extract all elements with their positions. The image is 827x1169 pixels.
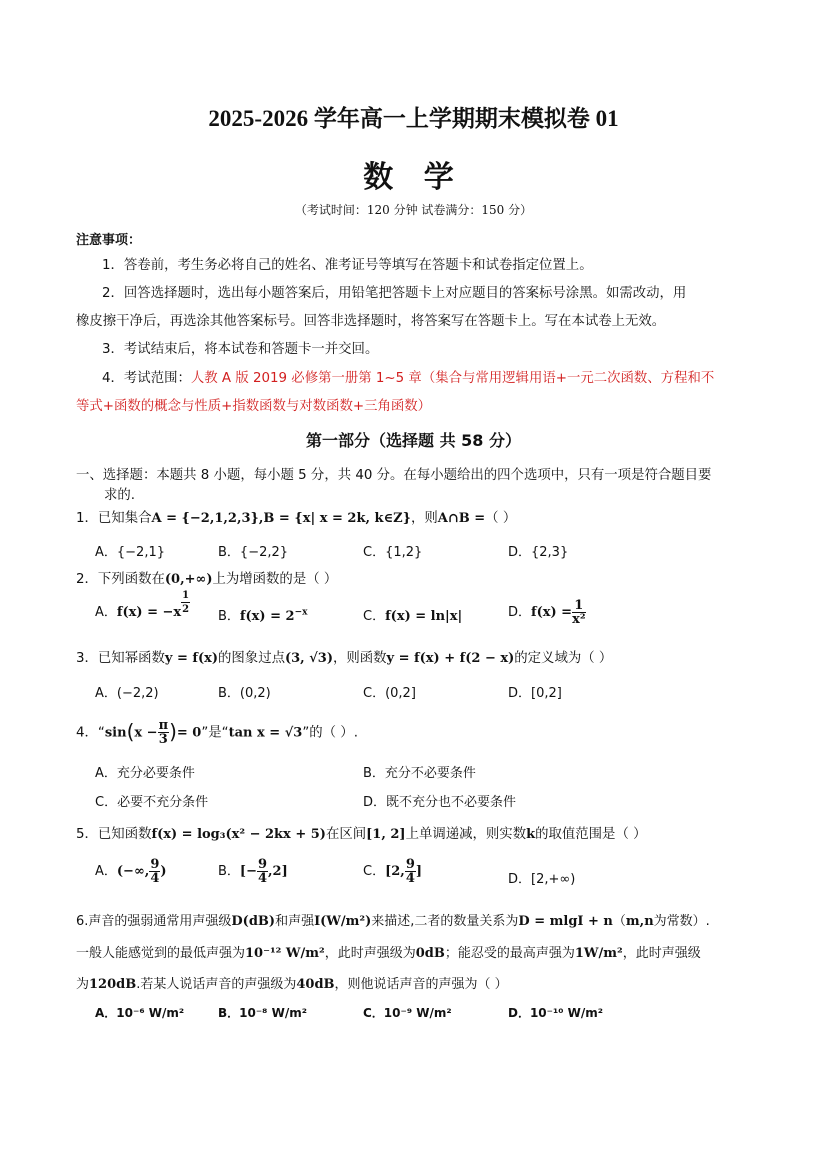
note-4-prefix: 4．考试范围：: [102, 371, 191, 386]
exam-info: （考试时间：120 分钟 试卷满分：150 分）: [294, 203, 533, 217]
q5-a-left: (−∞,: [116, 864, 150, 879]
q6-l2-b: ，此时声强级为: [324, 946, 416, 961]
q3-option-d: D．[0,2]: [508, 686, 562, 701]
q1-paren: （ ）: [485, 511, 517, 526]
q5-c-num: 9: [405, 857, 415, 872]
q5-b-right: ,2]: [268, 864, 288, 879]
q6-l1-formula: D = mlgI + n: [518, 914, 613, 929]
q6-l1-c: 来描述,二者的数量关系为: [371, 914, 519, 929]
q4-pi: π: [158, 718, 169, 733]
q1-comma: ,: [258, 511, 264, 526]
q4-option-c: C．必要不充分条件: [95, 795, 209, 810]
q5-lead: 5．已知函数: [76, 827, 152, 842]
section-instructions-line2: 求的.: [104, 488, 136, 503]
q3-option-c: C．(0,2]: [363, 686, 416, 701]
q2-b-expr: f(x) = 2: [239, 609, 295, 624]
q6-option-c: C．10⁻⁹ W/m²: [363, 1006, 452, 1020]
q6-l1-open: （: [612, 914, 626, 929]
q2-d-expr: f(x) =: [531, 605, 573, 620]
q6-l3-120: 120dB: [89, 977, 137, 992]
question-2-stem: [76, 568, 337, 587]
q2-a-expr: f(x) = −x: [116, 605, 182, 620]
q5-c-right: ]: [415, 864, 423, 879]
note-1: 1．答卷前，考生务必将自己的姓名、准考证号等填写在答题卡和试卷指定位置上。: [102, 258, 593, 273]
q5-mid1: 在区间: [325, 827, 367, 842]
question-4-stem: [76, 719, 358, 746]
q2-interval: (0,+∞): [164, 572, 213, 587]
q3-f: y = f(x): [164, 651, 219, 666]
q6-option-d: D．10⁻¹⁰ W/m²: [508, 1006, 604, 1020]
subject-title: 数 学: [363, 160, 464, 195]
q1-option-d: D．{2,3}: [508, 545, 569, 560]
q4-tail: ”的（ ）.: [302, 725, 358, 741]
q6-l2-zero: 0dB: [415, 946, 445, 961]
q5-b-label: B．: [218, 864, 240, 879]
q2-c-label: C．: [363, 609, 386, 624]
q5-b-left: [−: [239, 864, 257, 879]
q5-b-fraction: [257, 858, 268, 885]
q6-option-b: B．10⁻⁸ W/m²: [218, 1006, 307, 1020]
q5-c-fraction: [405, 858, 416, 885]
q4-option-b: B．充分不必要条件: [363, 766, 476, 781]
question-6-line2: [76, 942, 701, 961]
q3-point: (3, √3): [284, 651, 333, 666]
note-4-scope: 人教 A 版 2019 必修第一册第 1~5 章（集合与常用逻辑用语+一元二次函数、方程和不: [190, 371, 715, 386]
q2-d-num: 1: [572, 599, 585, 613]
q4-open-paren: (: [126, 719, 135, 744]
q1-option-c: C．{1,2}: [363, 545, 423, 560]
q3-mid1: 的图象过点: [218, 651, 285, 666]
part-one-title: 第一部分（选择题 共 58 分）: [306, 431, 521, 450]
q3-tail: 的定义域为（ ）: [514, 651, 613, 666]
q3-option-b: B．(0,2): [218, 686, 271, 701]
q2-option-b: [218, 605, 307, 624]
q5-tail: 的取值范围是（ ）: [535, 827, 647, 842]
note-4-line1: [102, 369, 714, 389]
q6-l3-40: 40dB: [296, 977, 335, 992]
q6-option-a: A．10⁻⁶ W/m²: [95, 1006, 185, 1020]
question-3-stem: [76, 647, 612, 666]
q5-a-label: A．: [95, 864, 117, 879]
q5-a-den: 4: [150, 871, 160, 886]
q4-option-d: D．既不充分也不必要条件: [363, 795, 517, 810]
q2-a-label: A．: [95, 605, 117, 620]
q6-l1-a: 6.声音的强弱通常用声强级: [76, 914, 232, 929]
q6-l3-b: .若某人说话声音的声强级为: [136, 977, 297, 992]
q6-l2-min: 10⁻¹² W/m²: [245, 946, 325, 961]
q4-close-paren: ): [169, 719, 177, 744]
q5-k: k: [526, 827, 536, 842]
q5-a-num: 9: [150, 857, 160, 872]
q2-b-label: B．: [218, 609, 240, 624]
q6-l1-b: 和声强: [275, 914, 315, 929]
question-6-line3: [76, 973, 508, 992]
question-1-stem: [76, 507, 516, 526]
q2-c-expr: f(x) = ln|x|: [385, 609, 463, 624]
note-2-line1: 2．回答选择题时，选出每小题答案后，用铅笔把答题卡上对应题目的答案标号涂黑。如需改动，用: [102, 286, 687, 301]
note-3: 3．考试结束后，将本试卷和答题卡一并交回。: [102, 342, 379, 357]
question-6-line1: [76, 910, 710, 929]
q2-d-den: x²: [572, 612, 586, 627]
paper-title: 2025-2026 学年高一上学期期末模拟卷 01: [208, 106, 619, 131]
q4-mid: ”是“: [201, 725, 229, 741]
q4-lead: 4．“: [76, 725, 105, 741]
q2-a-exponent: [181, 589, 190, 616]
q4-x: x −: [134, 725, 158, 741]
q2-option-c: [363, 605, 462, 624]
q4-tan: tan x = √3: [228, 725, 303, 741]
note-4-line2: 等式+函数的概念与性质+指数函数与对数函数+三角函数）: [76, 399, 432, 414]
q4-sin: sin: [104, 725, 127, 741]
q6-l3-c: ，则他说话声音的声强为（ ）: [334, 977, 508, 992]
q5-b-den: 4: [257, 871, 268, 886]
q4-option-a: A．充分必要条件: [95, 766, 195, 781]
q5-option-d: D．[2,+∞): [508, 872, 576, 887]
q6-l2-c: ；能忍受的最高声强为: [444, 946, 575, 961]
question-5-stem: [76, 823, 647, 842]
q6-l1-close: 为常数）.: [653, 914, 710, 929]
q2-tail: 上为增函数的是（ ）: [212, 572, 338, 587]
q2-d-label: D．: [508, 605, 532, 620]
q2-d-fraction: [572, 599, 585, 626]
q5-f: f(x) = log₃(x² − 2kx + 5): [151, 827, 326, 842]
q3-mid2: ，则函数: [332, 651, 387, 666]
q5-option-c: [363, 858, 422, 885]
q5-c-left: [2,: [385, 864, 405, 879]
q5-a-fraction: [149, 858, 160, 885]
q2-option-a: [95, 590, 190, 620]
q2-option-d: [508, 599, 586, 626]
q1-option-b: B．{−2,2}: [218, 545, 289, 560]
note-2-line2: 橡皮擦干净后，再选涂其他答案标号。回答非选择题时，将答案写在答题卡上。写在本试卷上无效。: [76, 314, 666, 329]
q1-set-a: A = {−2,1,2,3}: [151, 511, 259, 526]
q2-b-exponent: −x: [294, 607, 308, 618]
q2-a-den: 2: [182, 604, 190, 615]
q5-c-den: 4: [405, 871, 415, 886]
q6-l2-max: 1W/m²: [574, 946, 623, 961]
q6-l2-d: ，此时声强级: [622, 946, 701, 961]
q5-b-num: 9: [257, 857, 268, 872]
q5-option-a: [95, 858, 167, 885]
q1-option-a: A．{−2,1}: [95, 545, 166, 560]
q3-option-a: A．(−2,2): [95, 686, 159, 701]
q4-eq0: = 0: [176, 725, 202, 741]
q1-expr: A∩B =: [437, 511, 486, 526]
q5-a-right: ): [160, 864, 167, 879]
q6-l2-a: 一般人能感觉到的最低声强为: [76, 946, 246, 961]
q5-interval: [1, 2]: [366, 827, 406, 842]
q6-l1-i: I(W/m²): [314, 914, 372, 929]
q3-g: y = f(x) + f(2 − x): [386, 651, 515, 666]
q4-three: 3: [158, 732, 168, 747]
q6-l1-mn: m,n: [625, 914, 654, 929]
q1-tail: ，则: [411, 511, 438, 526]
q5-c-label: C．: [363, 864, 386, 879]
q1-lead: 1．已知集合: [76, 511, 152, 526]
section-instructions-line1: 一、选择题：本题共 8 小题，每小题 5 分，共 40 分。在每小题给出的四个选项中，只有一项是符合题目要: [76, 468, 712, 483]
q6-l1-d: D(dB): [231, 914, 276, 929]
q4-fraction: [158, 719, 170, 746]
q5-option-b: [218, 858, 288, 885]
q2-lead: 2．下列函数在: [76, 572, 165, 587]
q6-l3-a: 为: [76, 977, 90, 992]
notes-heading: 注意事项：: [76, 233, 142, 248]
q5-mid2: 上单调递减，则实数: [405, 827, 527, 842]
q1-set-b: B = {x| x = 2k, k∈Z}: [263, 511, 411, 526]
q2-a-num: 1: [182, 590, 190, 601]
q3-lead: 3．已知幂函数: [76, 651, 165, 666]
